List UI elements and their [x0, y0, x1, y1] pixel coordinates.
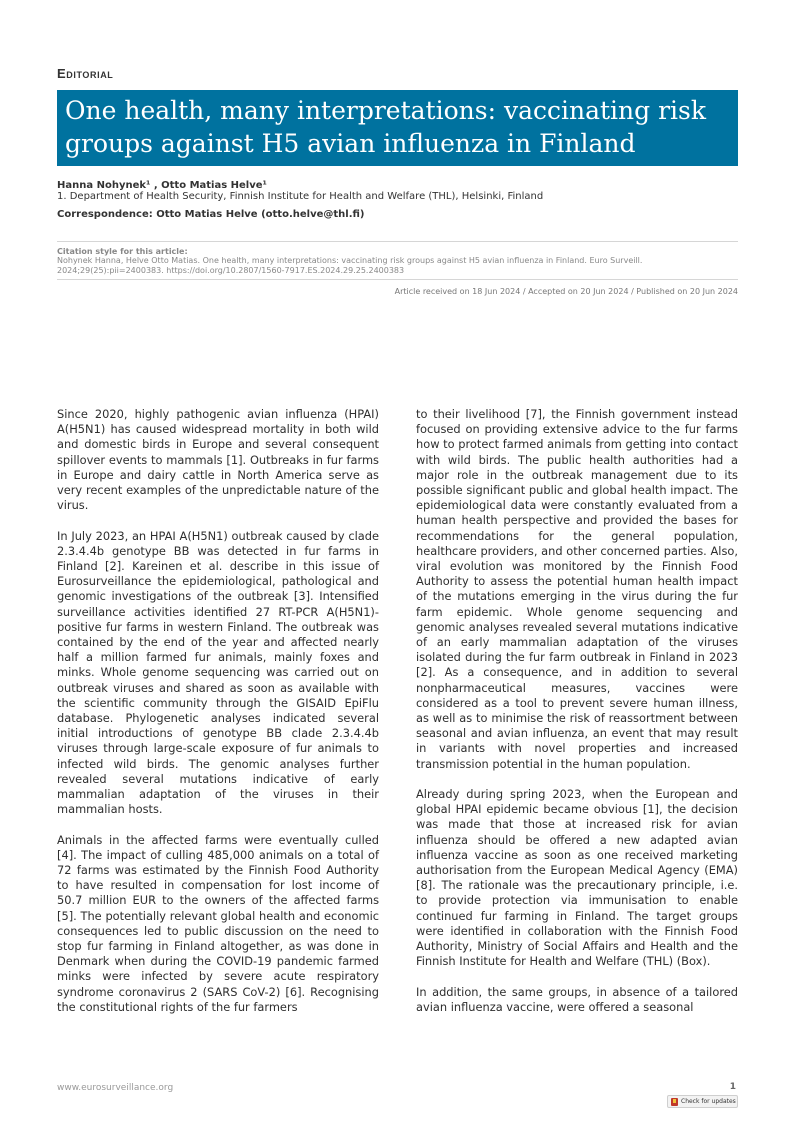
- paragraph: In addition, the same groups, in absence of a tailored avian influenza vaccine, were offered a seasonal: [416, 984, 738, 1014]
- paragraph: Already during spring 2023, when the European and global HPAI epidemic became obvious [1], the decision was made that those at increased risk for avian influenza should be offered a new adapted avian influenza vaccine as soon as one received marketing authorisation from the European Medical Agency (EMA) [8]. The rationale was the precautionary principle, i.e. to provide protection via immunisation to enable continued fur farming in Finland. The target groups were identified in collaboration with the Finnish Food Authority, Ministry of Social Affairs and Health and the Finnish Institute for Health and Welfare (THL) (Box).: [416, 787, 738, 969]
- citation-label: Citation style for this article:: [57, 247, 188, 256]
- check-for-updates-label: Check for updates: [681, 1098, 736, 1105]
- paragraph: Since 2020, highly pathogenic avian influenza (HPAI) A(H5N1) has caused widespread mortality in both wild and domestic birds in Europe and several consequent spillover events to mammals [1]. Outbreaks in fur farms in Europe and dairy cattle in North America serve as very recent examples of the unpredictable nature of the virus.: [57, 407, 379, 513]
- article-title: One health, many interpretations: vaccinating risk groups against H5 avian influenza in Finland: [65, 96, 706, 158]
- section-label: Editorial: [57, 66, 114, 81]
- affiliation: 1. Department of Health Security, Finnish Institute for Health and Welfare (THL), Helsinki, Finland: [57, 191, 544, 202]
- journal-url-link[interactable]: www.eurosurveillance.org: [57, 1083, 174, 1093]
- paragraph: to their livelihood [7], the Finnish government instead focused on providing extensive advice to the fur farms how to protect farmed animals from getting into contact with wild birds. The public health authorities had a major role in the outbreak management due to its possible significant public and global health impact. The epidemiological data were constantly evaluated from a human health perspective and provided the bases for recommendations for the general population, healthcare providers, and other concerned parties. Also, viral evolution was monitored by the Finnish Food Authority to assess the potential human health impact of the mutations emerging in the virus during the fur farm epidemic. Whole genome sequencing and genomic analyses revealed several mutations indicative of an early mammalian adaptation of the viruses isolated during the fur farm outbreak in Finland in 2023 [2]. As a consequence, and in addition to several nonpharmaceutical measures, vaccines were considered as a tool to prevent severe human illness, as well as to minimise the risk of reassortment between seasonal and avian influenza, an event that may result in variants with novel properties and increased transmission potential in the human population.: [416, 407, 738, 771]
- divider-bottom: [57, 279, 738, 280]
- author-list: Hanna Nohynek¹ , Otto Matias Helve¹: [57, 180, 267, 191]
- paragraph: In July 2023, an HPAI A(H5N1) outbreak caused by clade 2.3.4.4b genotype BB was detected in fur farms in Finland [2]. Kareinen et al. describe in this issue of Eurosurveillance the epidemiological, pathological and genomic investigations of the outbreak [3]. Intensified surveillance activities identified 27 RT-PCR A(H5N1)-positive fur farms in western Finland. The outbreak was contained by the end of the year and affected nearly half a million farmed fur animals, mainly foxes and minks. Whole genome sequencing was carried out on outbreak viruses and shared as soon as available with the scientific community through the GISAID EpiFlu database. Phylogenetic analyses indicated several initial introductions of genotype BB clade 2.3.4.4b viruses through large-scale exposure of fur animals to infected wild birds. The genomic analyses further revealed several mutations indicative of early mammalian adaptation of the viruses in their mammalian hosts.: [57, 528, 379, 817]
- correspondence: Correspondence: Otto Matias Helve (otto.helve@thl.fi): [57, 209, 365, 220]
- paragraph: Animals in the affected farms were eventually culled [4]. The impact of culling 485,000 animals on a total of 72 farms was estimated by the Finnish Food Authority to have resulted in compensation for lost income of 50.7 million EUR to the owners of the affected farms [5]. The potentially relevant global health and economic consequences led to public discussion on the need to stop fur farming in Finland altogether, as was done in Denmark when during the COVID-19 pandemic farmed minks were infected by severe acute respiratory syndrome coronavirus 2 (SARS CoV-2) [6]. Recognising the constitutional rights of the fur farmers: [57, 832, 379, 1014]
- bookmark-icon: [671, 1098, 678, 1106]
- page-number: 1: [729, 1082, 736, 1092]
- body-column-right: [416, 407, 738, 1030]
- article-dates: Article received on 18 Jun 2024 / Accepted on 20 Jun 2024 / Published on 20 Jun 2024: [394, 287, 738, 296]
- check-for-updates-button[interactable]: [667, 1095, 738, 1108]
- divider-top: [57, 241, 738, 242]
- title-banner: [57, 90, 738, 166]
- citation-text: Nohynek Hanna, Helve Otto Matias. One health, many interpretations: vaccinating risk groups against H5 avian influenza in Finland. Euro Surveill. 2024;29(25):pii=2400383. https://doi.org/10.2807/1560-7917.ES.2024.29.25.2400383: [57, 256, 643, 275]
- body-column-left: [57, 407, 379, 1030]
